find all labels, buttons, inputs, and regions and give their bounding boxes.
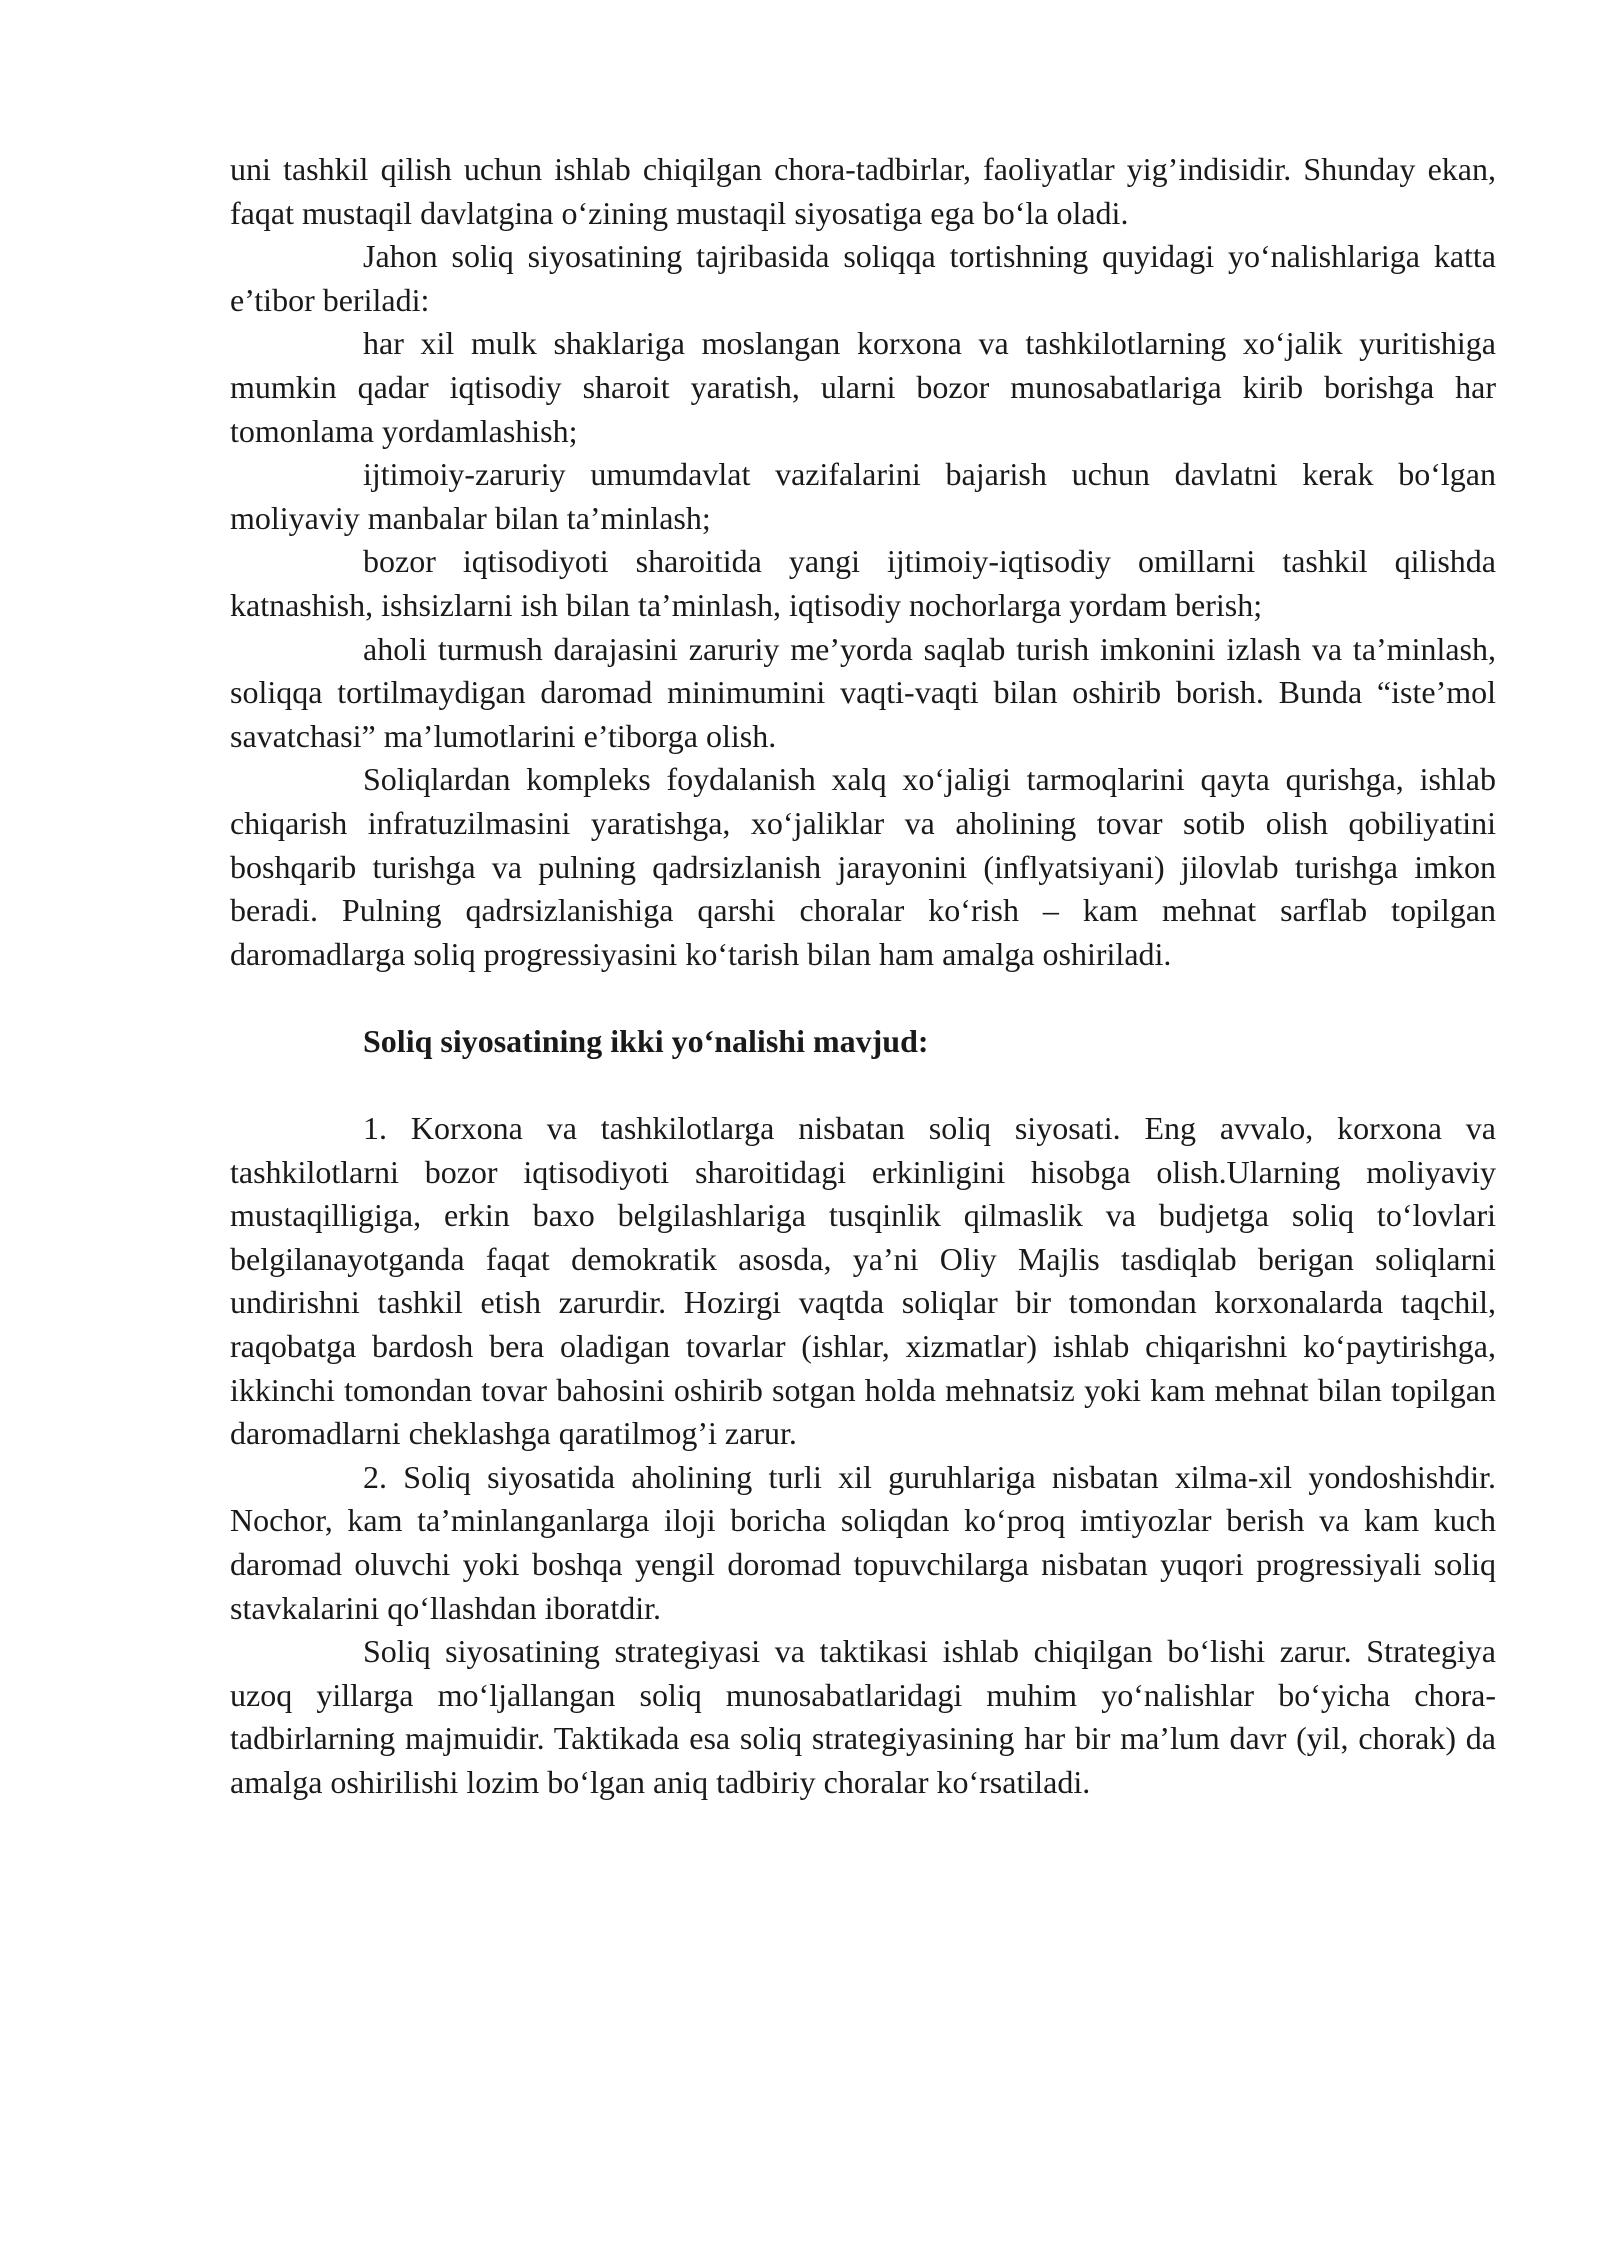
paragraph-continuation: uni tashkil qilish uchun ishlab chiqilgan chora-tadbirlar, faoliyatlar yig’indisidir. Shunday ekan, faqat mustaqil davlatgina oʻzining mustaqil siyosatiga ega boʻla oladi. (230, 151, 1496, 231)
paragraph-direction-3: bozor iqtisodiyoti sharoitida yangi ijtimoiy-iqtisodiy omillarni tashkil qilishda katnashish, ishsizlarni ish bilan ta’minlash, iqtisodiy nochorlarga yordam berish; (230, 543, 1496, 623)
paragraph-direction-2: ijtimoiy-zaruriy umumdavlat vazifalarini bajarish uchun davlatni kerak boʻlgan moliyaviy manbalar bilan ta’minlash; (230, 456, 1496, 536)
paragraph-direction-4: aholi turmush darajasini zaruriy me’yorda saqlab turish imkonini izlash va ta’minlash, soliqqa tortilmaydigan daromad minimumini vaqti-vaqti bilan oshirib borish. Bunda “iste’mol savatchasi” ma’lumotlarini e’tiborga olish. (230, 630, 1496, 754)
paragraph-strategy-tactics: Soliq siyosatining strategiyasi va taktikasi ishlab chiqilgan boʻlishi zarur. Strategiya uzoq yillarga moʻljallangan soliq munosabatlaridagi muhim yoʻnalishlar boʻyicha chora-tadbirlarning majmuidir. Taktikada esa soliq strategiyasining har bir ma’lum davr (yil, chorak) da amalga oshirilishi lozim boʻlgan aniq tadbiriy choralar koʻrsatiladi. (230, 1633, 1496, 1800)
document-page (230, 148, 1496, 1805)
section-heading: Soliq siyosatining ikki yoʻnalishi mavjud: (363, 1022, 929, 1059)
paragraph-world-tax-policy: Jahon soliq siyosatining tajribasida soliqqa tortishning quyidagi yoʻnalishlariga katta e’tibor beriladi: (230, 238, 1496, 318)
paragraph-population-policy: 2. Soliq siyosatida aholining turli xil guruhlariga nisbatan xilma-xil yondoshishdir. Nochor, kam ta’minlanganlarga iloji boricha soliqdan koʻproq imtiyozlar berish va kam kuch daromad oluvchi yoki boshqa yengil doromad topuvchilarga nisbatan yuqori progressiyali soliq stavkalarini qoʻllashdan iboratdir. (230, 1458, 1496, 1626)
paragraph-enterprise-policy: 1. Korxona va tashkilotlarga nisbatan soliq siyosati. Eng avvalo, korxona va tashkilotlarni bozor iqtisodiyoti sharoitidagi erkinligini hisobga olish.Ularning moliyaviy mustaqilligiga, erkin baxo belgilashlariga tusqinlik qilmaslik va budjetga soliq toʻlovlari belgilanayotganda faqat demokratik asosda, ya’ni Oliy Majlis tasdiqlab berigan soliqlarni undirishni tashkil etish zarurdir. Hozirgi vaqtda soliqlar bir tomondan korxonalarda taqchil, raqobatga bardosh bera oladigan tovarlar (ishlar, xizmatlar) ishlab chiqarishni koʻpaytirishga, ikkinchi tomondan tovar bahosini oshirib sotgan holda mehnatsiz yoki kam mehnat bilan topilgan daromadlarni cheklashga qaratilmog’i zarur. (230, 1110, 1496, 1452)
paragraph-direction-1: har xil mulk shaklariga moslangan korxona va tashkilotlarning xoʻjalik yuritishiga mumkin qadar iqtisodiy sharoit yaratish, ularni bozor munosabatlariga kirib borishga har tomonlama yordamlashish; (230, 325, 1496, 449)
paragraph-complex-use: Soliqlardan kompleks foydalanish xalq xoʻjaligi tarmoqlarini qayta qurishga, ishlab chiqarish infratuzilmasini yaratishga, xoʻjaliklar va aholining tovar sotib olish qobiliyatini boshqarib turishga va pulning qadrsizlanish jarayonini (inflyatsiyani) jilovlab turishga imkon beradi. Pulning qadrsizlanishiga qarshi choralar koʻrish – kam mehnat sarflab topilgan daromadlarga soliq progressiyasini koʻtarish bilan ham amalga oshiriladi. (230, 761, 1496, 972)
